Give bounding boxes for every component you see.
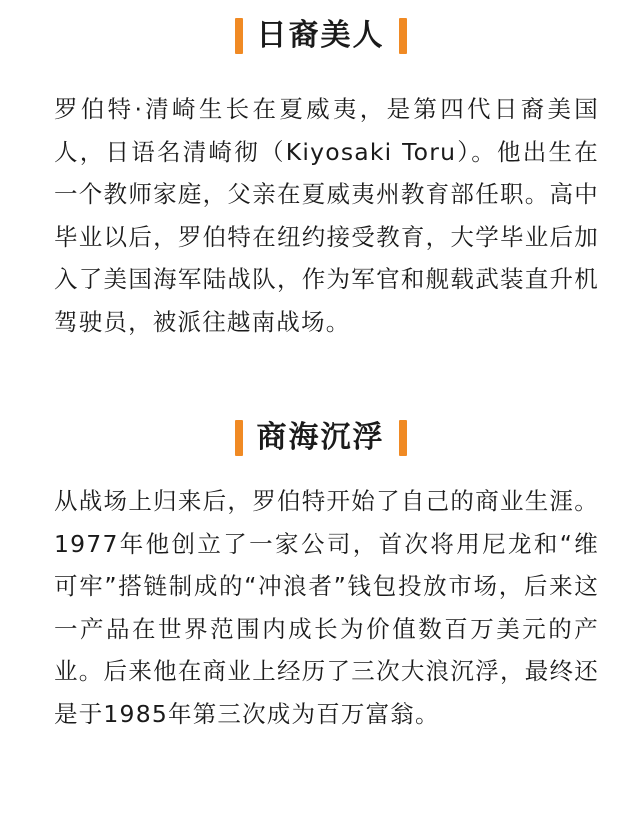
section-title-2: 商海沉浮 — [256, 420, 385, 455]
section-body-2: 从战场上归来后，罗伯特开始了自己的商业生涯。1977年他创立了一家公司，首次将用尼龙和“维可牢”搭链制成的“冲浪者”钱包投放市场，后来这一产品在世界范围内成长为价值数百万美元的产业。后来他在商业上经历了三次大浪沉浮，最终还是于1985年第三次成为百万富翁。 — [54, 487, 599, 728]
section-heading-2-inner — [235, 416, 407, 460]
section-body-1: 罗伯特·清崎生长在夏威夷，是第四代日裔美国人，日语名清崎彻（Kiyosaki Toru）。他出生在一个教师家庭，父亲在夏威夷州教育部任职。高中毕业以后，罗伯特在纽约接受教育，大学毕业后加入了美国海军陆战队，作为军官和舰载武装直升机驾驶员，被派往越南战场。 — [54, 95, 599, 336]
heading-accent-bar-left — [235, 420, 243, 456]
section-heading-1 — [0, 14, 641, 58]
heading-accent-bar-right — [399, 420, 407, 456]
heading-accent-bar-right — [399, 18, 407, 54]
section-heading-2 — [0, 416, 641, 460]
section-title-1: 日裔美人 — [256, 18, 385, 53]
section-heading-1-inner — [235, 14, 407, 58]
heading-accent-bar-left — [235, 18, 243, 54]
